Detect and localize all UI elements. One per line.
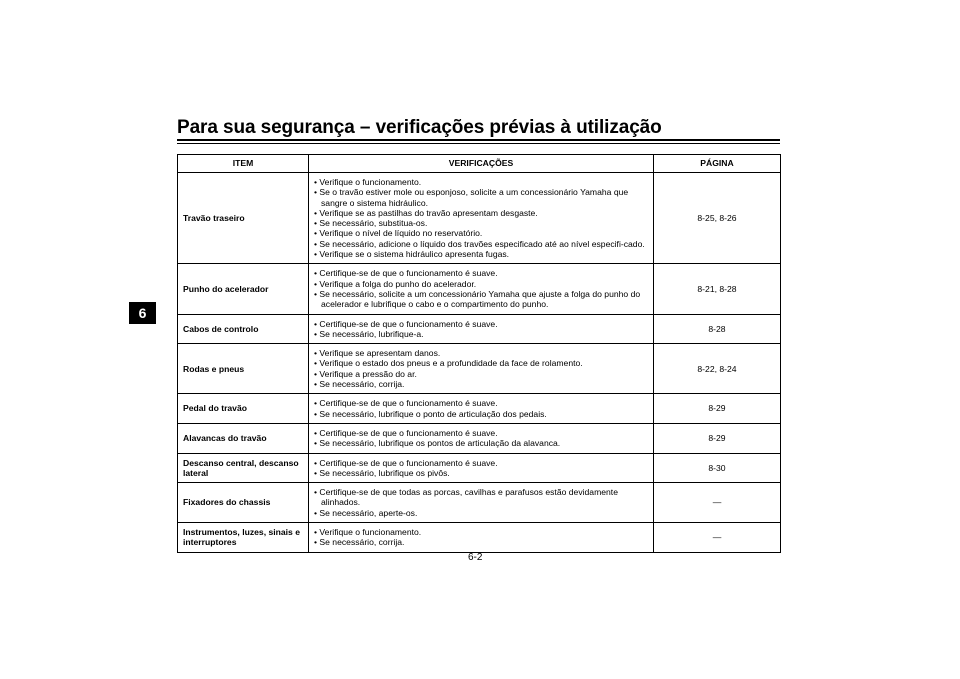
header-checks: VERIFICAÇÕES	[309, 155, 654, 173]
page-ref-cell: —	[654, 523, 781, 553]
page-ref-cell: 8-28	[654, 314, 781, 344]
check-list-item: • Certifique-se de que o funcionamento é suave.	[314, 268, 648, 278]
page-ref-cell: —	[654, 483, 781, 523]
check-list-item: • Se o travão estiver mole ou esponjoso, solicite a um concessionário Yamaha que sangre o sistema hidráulico.	[314, 187, 648, 208]
page-ref-cell: 8-21, 8-28	[654, 264, 781, 314]
header-page: PÁGINA	[654, 155, 781, 173]
check-list-item: • Verifique o estado dos pneus e a profundidade da face de rolamento.	[314, 358, 648, 368]
check-list-item: • Verifique a folga do punho do acelerador.	[314, 279, 648, 289]
check-list-item: • Verifique se as pastilhas do travão apresentam desgaste.	[314, 208, 648, 218]
page-number: 6-2	[468, 552, 483, 563]
table-header-row	[178, 155, 781, 173]
page-ref-cell: 8-22, 8-24	[654, 344, 781, 394]
check-list	[314, 398, 648, 419]
checks-cell	[309, 173, 654, 264]
item-cell: Instrumentos, luzes, sinais e interruptores	[178, 523, 309, 553]
check-list-item: • Certifique-se de que todas as porcas, cavilhas e parafusos estão devidamente alinhados.	[314, 487, 648, 508]
check-list-item: • Certifique-se de que o funcionamento é suave.	[314, 319, 648, 329]
item-cell: Descanso central, descanso lateral	[178, 453, 309, 483]
header-item: ITEM	[178, 155, 309, 173]
item-cell: Fixadores do chassis	[178, 483, 309, 523]
check-list-item: • Verifique o nível de líquido no reservatório.	[314, 228, 648, 238]
check-list-item: • Se necessário, lubrifique os pontos de articulação da alavanca.	[314, 438, 648, 448]
item-cell: Travão traseiro	[178, 173, 309, 264]
check-list-item: • Se necessário, adicione o líquido dos travões especificado até ao nível especifi-cado.	[314, 239, 648, 249]
table-row	[178, 523, 781, 553]
title-rule-thin	[177, 143, 780, 144]
page-ref-cell: 8-29	[654, 394, 781, 424]
check-list	[314, 177, 648, 259]
item-cell: Cabos de controlo	[178, 314, 309, 344]
check-list-item: • Se necessário, lubrifique os pivôs.	[314, 468, 648, 478]
item-cell: Pedal do travão	[178, 394, 309, 424]
check-list-item: • Verifique o funcionamento.	[314, 527, 648, 537]
checks-cell	[309, 344, 654, 394]
check-list	[314, 428, 648, 449]
table-row	[178, 483, 781, 523]
table-row	[178, 314, 781, 344]
check-list-item: • Se necessário, corrija.	[314, 379, 648, 389]
check-list-item: • Se necessário, solicite a um concessionário Yamaha que ajuste a folga do punho do acelerador e lubrifique o cabo e o compartimento do punho.	[314, 289, 648, 310]
table-row	[178, 394, 781, 424]
table-row	[178, 264, 781, 314]
check-list-item: • Se necessário, substitua-os.	[314, 218, 648, 228]
pre-operation-checklist-table	[177, 154, 781, 553]
check-list-item: • Se necessário, lubrifique-a.	[314, 329, 648, 339]
checks-cell	[309, 264, 654, 314]
checks-cell	[309, 314, 654, 344]
check-list-item: • Verifique se o sistema hidráulico apresenta fugas.	[314, 249, 648, 259]
check-list	[314, 348, 648, 389]
title-rule-thick	[177, 139, 780, 141]
page-ref-cell: 8-29	[654, 423, 781, 453]
table-body	[178, 173, 781, 553]
checks-cell	[309, 394, 654, 424]
checks-cell	[309, 423, 654, 453]
check-list-item: • Verifique a pressão do ar.	[314, 369, 648, 379]
item-cell: Punho do acelerador	[178, 264, 309, 314]
page-title: Para sua segurança – verificações prévias à utilização	[177, 117, 662, 138]
table-row	[178, 453, 781, 483]
check-list-item: • Verifique o funcionamento.	[314, 177, 648, 187]
check-list	[314, 458, 648, 479]
chapter-tab: 6	[129, 302, 156, 324]
check-list	[314, 319, 648, 340]
page-ref-cell: 8-30	[654, 453, 781, 483]
table-row	[178, 423, 781, 453]
check-list-item: • Certifique-se de que o funcionamento é suave.	[314, 458, 648, 468]
item-cell: Rodas e pneus	[178, 344, 309, 394]
checks-cell	[309, 483, 654, 523]
check-list-item: • Verifique se apresentam danos.	[314, 348, 648, 358]
table-row	[178, 344, 781, 394]
check-list-item: • Certifique-se de que o funcionamento é suave.	[314, 428, 648, 438]
table-row	[178, 173, 781, 264]
check-list-item: • Se necessário, corrija.	[314, 537, 648, 547]
check-list-item: • Se necessário, aperte-os.	[314, 508, 648, 518]
check-list-item: • Certifique-se de que o funcionamento é suave.	[314, 398, 648, 408]
check-list	[314, 487, 648, 518]
checks-cell	[309, 523, 654, 553]
check-list	[314, 268, 648, 309]
page-ref-cell: 8-25, 8-26	[654, 173, 781, 264]
item-cell: Alavancas do travão	[178, 423, 309, 453]
check-list-item: • Se necessário, lubrifique o ponto de articulação dos pedais.	[314, 409, 648, 419]
checks-cell	[309, 453, 654, 483]
check-list	[314, 527, 648, 548]
